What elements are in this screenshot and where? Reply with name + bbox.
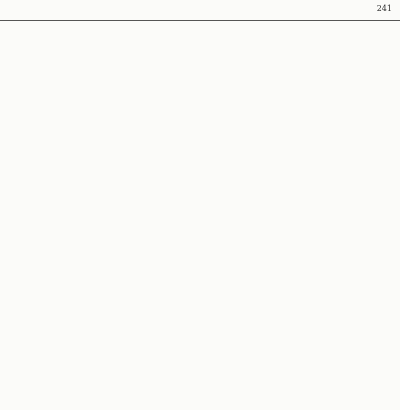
running-header bbox=[0, 0, 400, 21]
page-number: 241 bbox=[376, 4, 392, 13]
body-text bbox=[10, 26, 388, 57]
equation-1 bbox=[10, 27, 388, 41]
equation-2 bbox=[10, 42, 388, 56]
